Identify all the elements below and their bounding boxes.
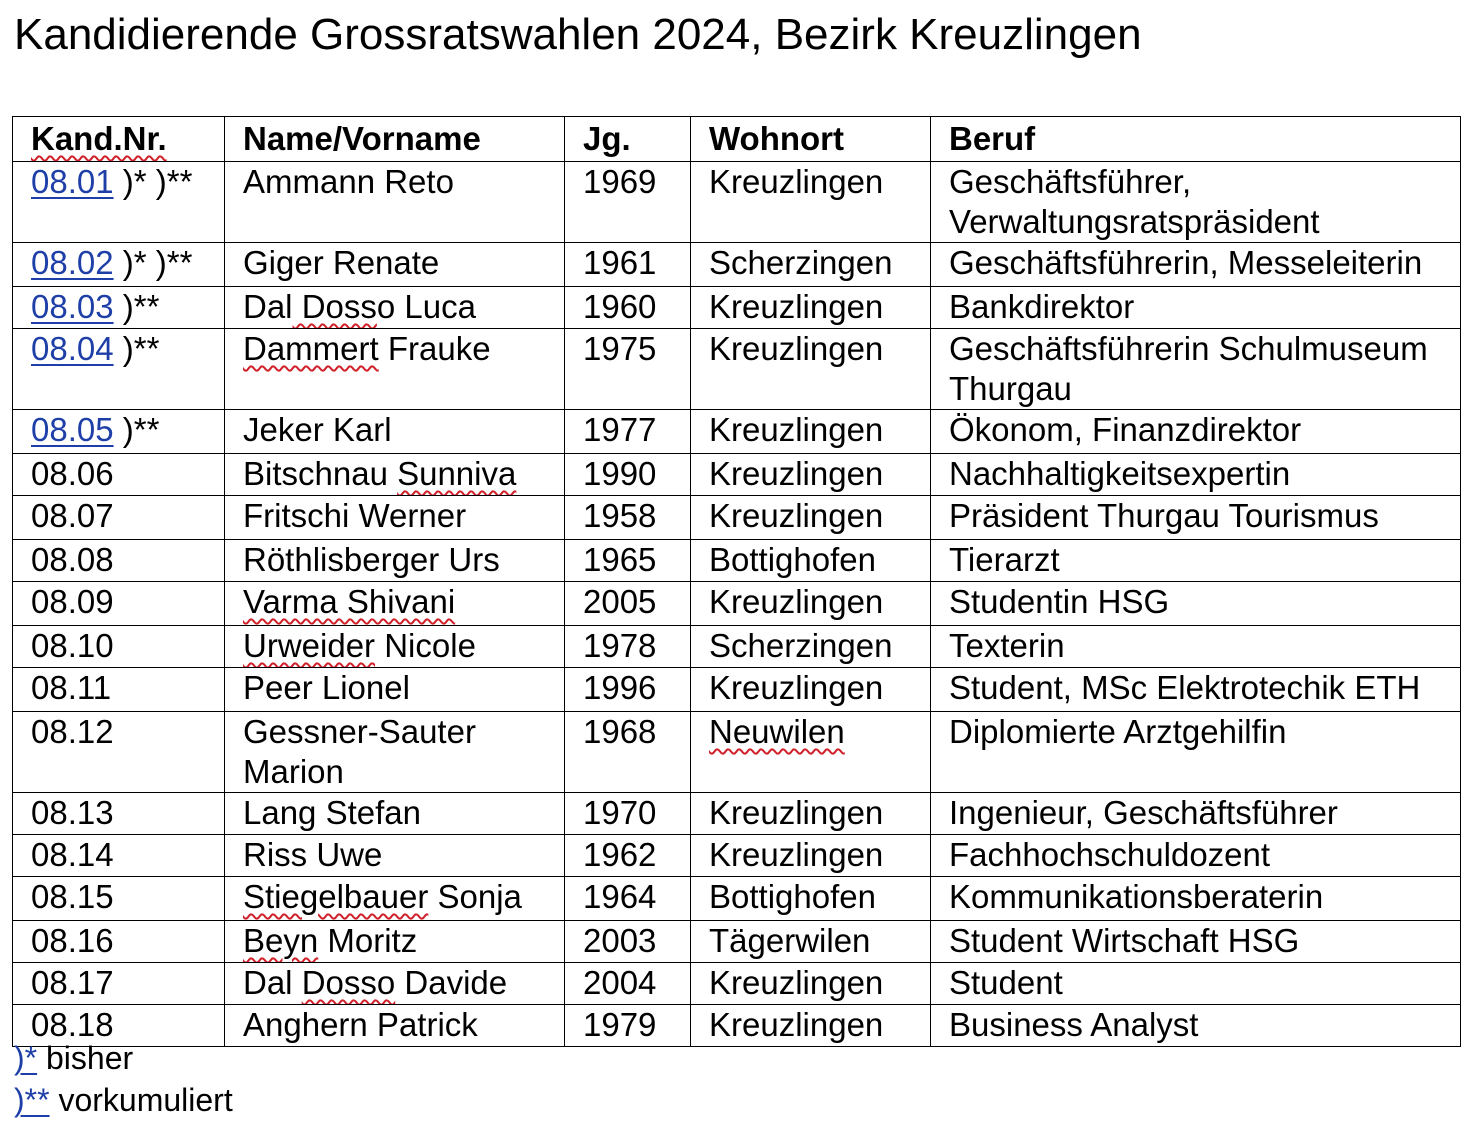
candidate-table (12, 116, 1461, 1047)
header-kand-nr: Kand.Nr. (13, 117, 225, 162)
name-cell (225, 582, 565, 626)
wohnort-cell (691, 410, 931, 454)
wohnort: Scherzingen (709, 627, 893, 664)
wohnort-cell (691, 963, 931, 1005)
candidate-name: Beyn Moritz (243, 922, 418, 959)
header-wohnort: Wohnort (691, 117, 931, 162)
kand-nr-cell (13, 454, 225, 496)
jahrgang-cell: 1968 (565, 712, 691, 793)
candidate-name: Röthlisberger Urs (243, 541, 500, 578)
beruf-cell: Student, MSc Elektrotechik ETH (931, 668, 1461, 712)
name-cell (225, 243, 565, 287)
wohnort: Kreuzlingen (709, 411, 884, 448)
beruf-cell: Geschäftsführer, Verwaltungsratspräsident (931, 162, 1461, 243)
beruf-cell: Ingenieur, Geschäftsführer (931, 793, 1461, 835)
name-cell (225, 496, 565, 540)
table-row (13, 1005, 1461, 1047)
wohnort-cell (691, 496, 931, 540)
jahrgang-cell: 1958 (565, 496, 691, 540)
table-row (13, 454, 1461, 496)
header-jahrgang: Jg. (565, 117, 691, 162)
table-row (13, 287, 1461, 329)
candidate-name: Varma Shivani (243, 583, 456, 620)
wohnort: Kreuzlingen (709, 497, 884, 534)
candidate-name: Stiegelbauer Sonja (243, 878, 522, 915)
name-cell (225, 626, 565, 668)
kand-nr[interactable]: 08.05 (31, 411, 114, 448)
header-beruf: Beruf (931, 117, 1461, 162)
legend-symbol[interactable]: )* (14, 1040, 38, 1076)
table-row (13, 963, 1461, 1005)
beruf-cell: Kommunikationsberaterin (931, 877, 1461, 921)
kand-marker: )* )** (113, 244, 193, 281)
jahrgang-cell: 2005 (565, 582, 691, 626)
legend-symbol[interactable]: )** (14, 1082, 50, 1118)
wohnort: Kreuzlingen (709, 455, 884, 492)
jahrgang-cell: 1961 (565, 243, 691, 287)
beruf-cell: Nachhaltigkeitsexpertin (931, 454, 1461, 496)
jahrgang-cell: 2004 (565, 963, 691, 1005)
jahrgang-cell: 1990 (565, 454, 691, 496)
beruf-cell: Business Analyst (931, 1005, 1461, 1047)
wohnort-cell (691, 712, 931, 793)
table-row (13, 540, 1461, 582)
kand-marker: )** (113, 411, 160, 448)
candidate-name: Ammann Reto (243, 163, 454, 200)
wohnort-cell (691, 582, 931, 626)
kand-nr: 08.14 (31, 836, 114, 873)
wohnort: Scherzingen (709, 244, 893, 281)
name-cell (225, 793, 565, 835)
kand-nr-cell (13, 626, 225, 668)
candidate-name: Gessner-Sauter Marion (243, 713, 476, 790)
wohnort-cell (691, 877, 931, 921)
name-cell (225, 162, 565, 243)
candidate-name: Fritschi Werner (243, 497, 467, 534)
kand-nr: 08.13 (31, 794, 114, 831)
kand-nr[interactable]: 08.01 (31, 163, 114, 200)
wohnort: Kreuzlingen (709, 288, 884, 325)
beruf-cell: Texterin (931, 626, 1461, 668)
wohnort: Tägerwilen (709, 922, 871, 959)
kand-nr: 08.15 (31, 878, 114, 915)
candidate-name: Jeker Karl (243, 411, 392, 448)
kand-nr: 08.11 (31, 669, 112, 706)
jahrgang-cell: 1996 (565, 668, 691, 712)
kand-nr-cell (13, 793, 225, 835)
table-row (13, 162, 1461, 243)
candidate-name: Dal Dosso Davide (243, 964, 508, 1001)
kand-nr-cell (13, 329, 225, 410)
jahrgang-cell: 1962 (565, 835, 691, 877)
wohnort: Neuwilen (709, 713, 845, 750)
candidate-name: Bitschnau Sunniva (243, 455, 517, 492)
name-cell (225, 921, 565, 963)
jahrgang-cell: 1970 (565, 793, 691, 835)
wohnort-cell (691, 921, 931, 963)
table-row (13, 329, 1461, 410)
kand-nr-cell (13, 668, 225, 712)
name-cell (225, 410, 565, 454)
candidate-name: Lang Stefan (243, 794, 421, 831)
kand-nr-cell (13, 921, 225, 963)
jahrgang-cell: 1978 (565, 626, 691, 668)
beruf-cell: Student (931, 963, 1461, 1005)
kand-nr-cell (13, 877, 225, 921)
wohnort-cell (691, 626, 931, 668)
beruf-cell: Bankdirektor (931, 287, 1461, 329)
kand-nr: 08.10 (31, 627, 114, 664)
kand-nr-cell (13, 243, 225, 287)
name-cell (225, 877, 565, 921)
kand-nr: 08.16 (31, 922, 114, 959)
jahrgang-cell: 1960 (565, 287, 691, 329)
wohnort-cell (691, 329, 931, 410)
candidate-name: Dal Dosso Luca (243, 288, 476, 325)
wohnort-cell (691, 243, 931, 287)
table-row (13, 921, 1461, 963)
name-cell (225, 1005, 565, 1047)
wohnort-cell (691, 162, 931, 243)
name-cell (225, 712, 565, 793)
beruf-cell: Student Wirtschaft HSG (931, 921, 1461, 963)
wohnort-cell (691, 1005, 931, 1047)
beruf-cell: Diplomierte Arztgehilfin (931, 712, 1461, 793)
kand-nr-cell (13, 835, 225, 877)
wohnort: Kreuzlingen (709, 964, 884, 1001)
legend-text: bisher (37, 1040, 134, 1076)
jahrgang-cell: 1969 (565, 162, 691, 243)
table-row (13, 712, 1461, 793)
wohnort: Bottighofen (709, 878, 876, 915)
name-cell (225, 329, 565, 410)
name-cell (225, 835, 565, 877)
kand-nr-cell (13, 712, 225, 793)
wohnort: Kreuzlingen (709, 669, 884, 706)
wohnort-cell (691, 668, 931, 712)
beruf-cell: Ökonom, Finanzdirektor (931, 410, 1461, 454)
kand-nr: 08.06 (31, 455, 114, 492)
jahrgang-cell: 1964 (565, 877, 691, 921)
kand-nr-cell (13, 287, 225, 329)
beruf-cell: Geschäftsführerin Schulmuseum Thurgau (931, 329, 1461, 410)
jahrgang-cell: 1965 (565, 540, 691, 582)
table-row (13, 496, 1461, 540)
header-name: Name/Vorname (225, 117, 565, 162)
wohnort: Kreuzlingen (709, 794, 884, 831)
kand-nr[interactable]: 08.03 (31, 288, 114, 325)
wohnort: Kreuzlingen (709, 1006, 884, 1043)
kand-nr-cell (13, 162, 225, 243)
wohnort-cell (691, 793, 931, 835)
kand-nr: 08.09 (31, 583, 114, 620)
legend-vorkumuliert (14, 1080, 233, 1120)
candidate-name: Urweider Nicole (243, 627, 476, 664)
kand-nr: 08.17 (31, 964, 114, 1001)
table-row (13, 877, 1461, 921)
table-row (13, 668, 1461, 712)
name-cell (225, 287, 565, 329)
document-title: Kandidierende Grossratswahlen 2024, Bezirk Kreuzlingen (14, 10, 1142, 59)
table-row (13, 582, 1461, 626)
table-row (13, 410, 1461, 454)
jahrgang-cell: 1977 (565, 410, 691, 454)
kand-nr: 08.08 (31, 541, 114, 578)
wohnort-cell (691, 454, 931, 496)
kand-marker: )** (113, 288, 160, 325)
candidate-name: Giger Renate (243, 244, 440, 281)
kand-nr-cell (13, 410, 225, 454)
legend-text: vorkumuliert (49, 1082, 233, 1118)
kand-marker: )** (113, 330, 160, 367)
table-row (13, 243, 1461, 287)
legend-bisher (14, 1038, 133, 1078)
kand-nr-cell (13, 582, 225, 626)
kand-nr: 08.18 (31, 1006, 114, 1043)
name-cell (225, 668, 565, 712)
table-row (13, 793, 1461, 835)
beruf-cell: Tierarzt (931, 540, 1461, 582)
candidate-name: Dammert Frauke (243, 330, 491, 367)
wohnort: Kreuzlingen (709, 836, 884, 873)
candidate-name: Peer Lionel (243, 669, 410, 706)
beruf-cell: Studentin HSG (931, 582, 1461, 626)
wohnort-cell (691, 287, 931, 329)
beruf-cell: Fachhochschuldozent (931, 835, 1461, 877)
wohnort-cell (691, 835, 931, 877)
name-cell (225, 540, 565, 582)
kand-nr: 08.12 (31, 713, 114, 750)
beruf-cell: Präsident Thurgau Tourismus (931, 496, 1461, 540)
header-row (13, 117, 1461, 162)
wohnort: Kreuzlingen (709, 330, 884, 367)
jahrgang-cell: 1979 (565, 1005, 691, 1047)
kand-nr-cell (13, 963, 225, 1005)
wohnort: Kreuzlingen (709, 583, 884, 620)
jahrgang-cell: 1975 (565, 329, 691, 410)
candidate-name: Anghern Patrick (243, 1006, 478, 1043)
kand-nr[interactable]: 08.04 (31, 330, 114, 367)
kand-marker: )* )** (113, 163, 193, 200)
jahrgang-cell: 2003 (565, 921, 691, 963)
wohnort-cell (691, 540, 931, 582)
table-row (13, 626, 1461, 668)
kand-nr: 08.07 (31, 497, 114, 534)
wohnort: Bottighofen (709, 541, 876, 578)
candidate-name: Riss Uwe (243, 836, 383, 873)
kand-nr[interactable]: 08.02 (31, 244, 114, 281)
wohnort: Kreuzlingen (709, 163, 884, 200)
name-cell (225, 963, 565, 1005)
beruf-cell: Geschäftsführerin, Messeleiterin (931, 243, 1461, 287)
kand-nr-cell (13, 540, 225, 582)
kand-nr-cell (13, 496, 225, 540)
table-row (13, 835, 1461, 877)
name-cell (225, 454, 565, 496)
